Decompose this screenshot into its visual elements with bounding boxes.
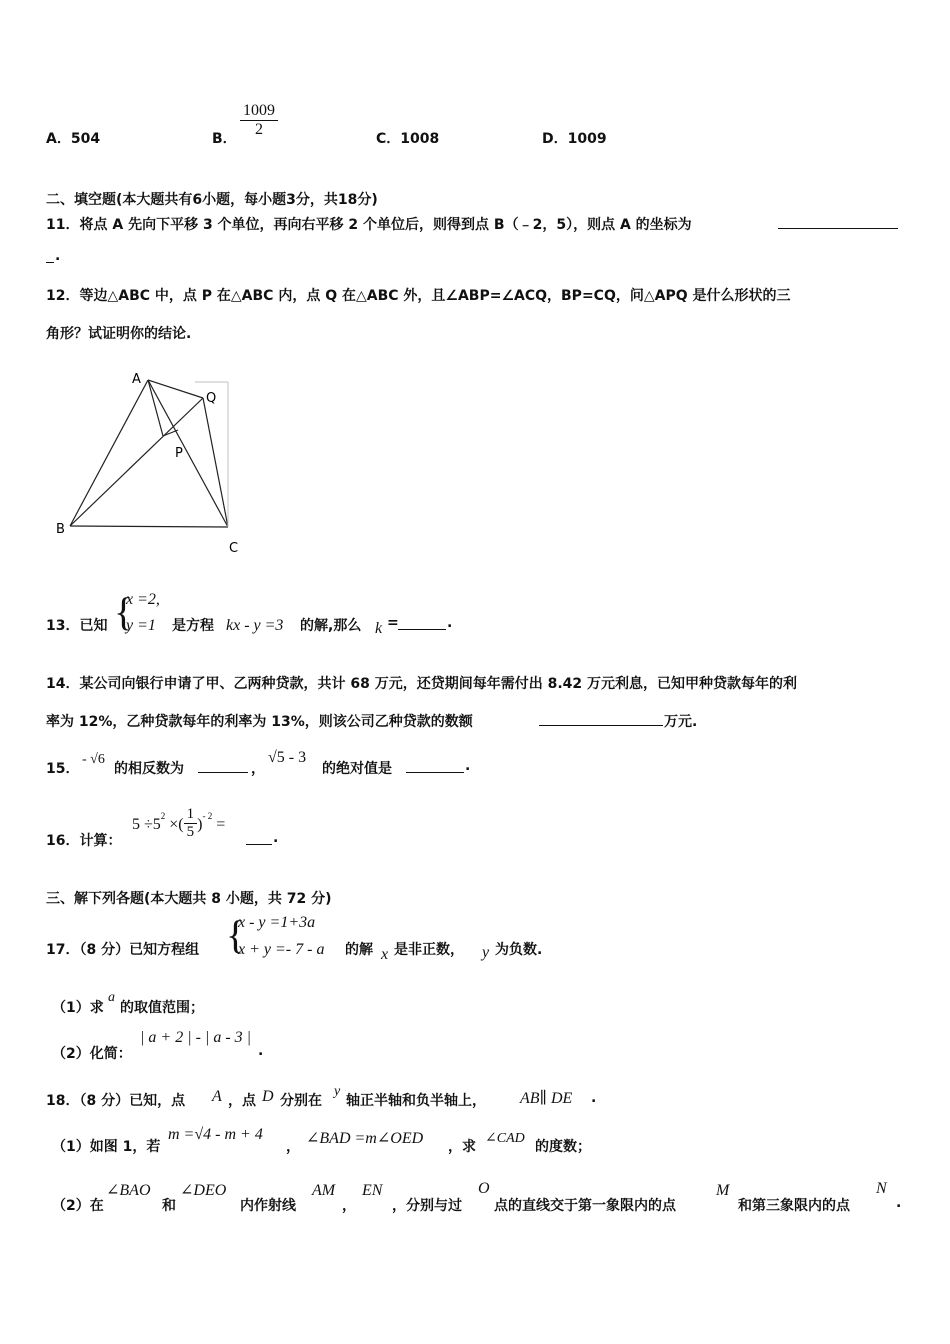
label-a: A [132, 372, 141, 387]
q17-text3: 为负数. [495, 942, 543, 958]
q15-text1: 的相反数为 [114, 761, 184, 777]
q18-part2-m: M [716, 1182, 730, 1199]
q16-eq: = [212, 816, 226, 833]
q13-answer-blank [398, 615, 446, 630]
q13-equals: = [387, 615, 399, 631]
q16-fraction [184, 806, 198, 841]
q15-blank1 [198, 758, 248, 773]
q15-blank2 [406, 758, 464, 773]
q18-part2-o: O [478, 1180, 490, 1197]
q18-part1-post: 的度数； [535, 1139, 591, 1155]
label-b: B [56, 522, 65, 537]
q12-line1: 12．等边△ABC 中，点 P 在△ABC 内，点 Q 在△ABC 外，且∠ABP=∠ACQ，BP=CQ，问△APQ 是什么形状的三 [46, 288, 791, 304]
q18-part1-angle: ∠BAD =m∠OED [306, 1130, 424, 1147]
q13-var-k: k [375, 620, 383, 637]
q18-prefix: 18．（8 分）已知，点 [46, 1093, 186, 1109]
q17-brace: { [226, 912, 246, 957]
q18-part2-text2: ，分别与过 [392, 1198, 462, 1214]
q18-point-a: A [212, 1088, 222, 1105]
q17-var-x: x [381, 946, 389, 963]
q18-y-axis: y [334, 1084, 341, 1099]
q17-text1: 的解 [345, 942, 373, 958]
q18-part2-bao: ∠BAO [106, 1182, 151, 1199]
q12-line2: 角形？试证明你的结论. [46, 326, 192, 342]
q16-answer-blank [246, 830, 272, 845]
section-2-heading: 二、填空题(本大题共有6小题，每小题3分，共18分) [46, 192, 378, 208]
q18-part2-comma: ， [342, 1198, 356, 1214]
q17-part2-pre: （2）化简： [52, 1046, 132, 1062]
q11-answer-blank-cont [46, 248, 54, 263]
q18-part1-pre: （1）如图 1，若 [52, 1139, 161, 1155]
q18-part2-text4: 和第三象限内的点 [738, 1198, 850, 1214]
q15-expr2: √5 - 3 [268, 749, 307, 766]
label-q: Q [206, 391, 217, 406]
q18-point-d: D [262, 1088, 274, 1105]
q16-period: . [273, 830, 279, 846]
q18-part1-comma1: ， [286, 1139, 300, 1155]
side-ab [70, 380, 148, 526]
q13-mid: 是方程 [172, 618, 214, 634]
q16-exp1: 2 [160, 811, 166, 821]
q17-text2: 是非正数， [394, 942, 464, 958]
label-p: P [175, 446, 183, 461]
q14-line1: 14．某公司向银行申请了甲、乙两种贷款，共计 68 万元，还贷期间每年需付出 8.42 万元利息，已知甲种贷款每年的利 [46, 676, 798, 692]
q16-close: ) [197, 816, 203, 833]
q13-prefix: 13．已知 [46, 618, 108, 634]
q14-line2-post: 万元. [664, 714, 698, 730]
q16-times: ×( [165, 816, 184, 833]
q17-eq1: x - y =1+3a [238, 914, 316, 931]
segment-pq [163, 430, 178, 436]
q18-part2-en: EN [362, 1182, 383, 1199]
q18-part2-text3: 点的直线交于第一象限内的点 [494, 1198, 676, 1214]
q18-part2-text1: 内作射线 [240, 1198, 296, 1214]
option-a: A．504 [46, 131, 101, 147]
q11-period: . [55, 248, 61, 264]
q18-parallel: AB∥ DE [520, 1090, 573, 1107]
q18-part2-n: N [876, 1180, 887, 1197]
q18-part2-and: 和 [162, 1198, 176, 1214]
q17-part2-expr: | a + 2 | - | a - 3 | [140, 1029, 252, 1046]
q18-part2-am: AM [312, 1182, 336, 1199]
q15-text2: 的绝对值是 [322, 761, 392, 777]
option-c: C．1008 [376, 131, 440, 147]
q18-text1: ，点 [228, 1093, 256, 1109]
q13-period: . [447, 615, 453, 631]
q17-eq2: x + y =- 7 - a [238, 941, 325, 958]
q15-period: . [465, 758, 471, 774]
q18-part2-pre: （2）在 [52, 1198, 104, 1214]
q18-text3: 轴正半轴和负半轴上， [346, 1093, 486, 1109]
q18-text4: . [591, 1090, 597, 1106]
segment-bq [70, 398, 203, 526]
q18-part1-cad: ∠CAD [485, 1131, 525, 1146]
option-b-fraction [240, 102, 278, 139]
q17-var-y: y [482, 944, 490, 961]
q14-answer-blank [539, 711, 663, 726]
option-d: D．1009 [542, 131, 607, 147]
q17-prefix: 17．（8 分）已知方程组 [46, 942, 200, 958]
segment-qc [203, 398, 228, 527]
q18-part1-comma2: ，求 [448, 1139, 476, 1155]
q18-part2-deo: ∠DEO [180, 1182, 227, 1199]
option-b-numerator: 1009 [240, 102, 278, 121]
q16-expression [132, 806, 225, 850]
q17-part1-var: a [108, 990, 115, 1005]
q17-part1-post: 的取值范围； [120, 1000, 204, 1016]
q16-frac-den: 5 [186, 824, 195, 840]
q18-part2-end: . [896, 1195, 902, 1211]
q16-expr-a: 5 ÷5 [132, 816, 161, 833]
q18-part1-m: m =√4 - m + 4 [168, 1126, 263, 1143]
side-bc [70, 526, 228, 527]
q13-brace: { [114, 589, 134, 634]
q17-part2-end: . [258, 1043, 264, 1059]
triangle-figure [50, 362, 250, 562]
q18-text2: 分别在 [280, 1093, 322, 1109]
q15-prefix: 15． [46, 761, 80, 777]
q15-expr1: - √6 [82, 752, 105, 767]
q13-eq2: y =1 [126, 617, 156, 634]
q11-answer-blank [778, 214, 898, 229]
q13-mid2: 的解,那么 [300, 618, 362, 634]
q13-eq1: x =2, [126, 591, 160, 608]
q11-text: 11．将点 A 先向下平移 3 个单位，再向右平移 2 个单位后，则得到点 B（﹣2，5），则点 A 的坐标为 [46, 217, 692, 233]
q15-comma: ， [251, 761, 265, 777]
q14-line2-pre: 率为 12%，乙种贷款每年的利率为 13%，则该公司乙种贷款的数额 [46, 714, 473, 730]
label-c: C [229, 541, 239, 556]
option-b-label: B． [212, 131, 237, 147]
option-b-denominator: 2 [255, 121, 263, 138]
section-3-heading: 三、解下列各题(本大题共 8 小题，共 72 分) [46, 891, 332, 907]
q16-exp2: - 2 [202, 811, 213, 821]
segment-ap [148, 380, 163, 436]
q16-prefix: 16．计算： [46, 833, 122, 849]
q13-equation: kx - y =3 [226, 617, 284, 634]
q17-part1-pre: （1）求 [52, 1000, 104, 1016]
q16-frac-num: 1 [184, 806, 198, 824]
